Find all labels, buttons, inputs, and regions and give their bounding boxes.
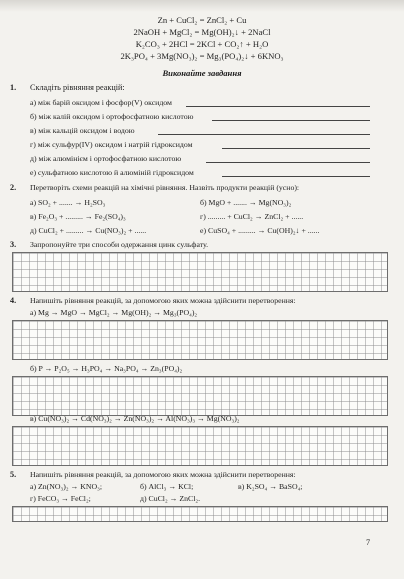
previous-page-edge — [0, 0, 404, 12]
task1-item-c: в) між кальцій оксидом і водою — [30, 126, 135, 135]
equation-1: Zn + CuCl₂ = ZnCl₂ + Cu — [157, 15, 247, 25]
task2-item-c: в) Fe₂O₃ + ......... → Fe₂(SO₄)₃ — [30, 212, 126, 221]
task3-title: Запропонуйте три способи одержання цинк сульфату. — [30, 240, 209, 249]
answer-grid-task4b[interactable] — [12, 376, 388, 416]
task5-item-c: в) K₂SO₄ → BaSO₄; — [238, 482, 303, 491]
task4-chain-b: б) P → P₂O₅ → H₃PO₄ → Na₃PO₄ → Zn₃(PO₄)₂ — [30, 364, 183, 373]
task1-item-f: е) сульфатною кислотою й алюміній гідроксидом — [30, 168, 194, 177]
task5-item-d: г) FeCO₃ → FeCl₂; — [30, 494, 91, 503]
task2-item-e: д) CuCl₂ + ......... → Cu(NO₃)₂ + ...... — [30, 226, 147, 235]
answer-grid-task5[interactable] — [12, 506, 388, 522]
answer-grid-task3[interactable] — [12, 252, 388, 292]
task2-title: Перетворіть схеми реакцій на хімічні рівняння. Назвіть продукти реакцій (усно): — [30, 183, 300, 192]
answer-line[interactable] — [222, 148, 370, 149]
task1-item-a: а) між барій оксидом і фосфор(V) оксидом — [30, 98, 172, 107]
answer-line[interactable] — [212, 120, 370, 121]
equation-3: K₂CO₃ + 2HCl = 2KCl + CO₂↑ + H₂O — [135, 39, 269, 49]
task3-number: 3. — [10, 240, 17, 249]
task5-item-b: б) AlCl₃ → KCl; — [140, 482, 194, 491]
task4-chain-a: а) Mg → MgO → MgCl₂ → Mg(OH)₂ → Mg₃(PO₄)₂ — [30, 308, 198, 317]
task5-title: Напишіть рівняння реакцій, за допомогою яких можна здійснити перетворення: — [30, 470, 296, 479]
task2-item-b: б) MgO + ....... → Mg(NO₃)₂ — [200, 198, 292, 207]
task2-item-f: е) CuSO₄ + ......... → Cu(OH)₂↓ + ...... — [200, 226, 320, 235]
task2-item-a: а) SO₂ + ....... → H₂SO₃ — [30, 198, 106, 207]
task4-chain-c: в) Cu(NO₃)₂ → Cd(NO₃)₂ → Zn(NO₃)₂ → Al(NO₃)₃ → Mg(NO₃)₂ — [30, 414, 240, 423]
task2-number: 2. — [10, 183, 17, 192]
task4-number: 4. — [10, 296, 17, 305]
task2-item-d: г) ......... + CuCl₂ → ZnCl₂ + ...... — [200, 212, 304, 221]
equation-4: 2K₃PO₄ + 3Mg(NO₃)₂ = Mg₃(PO₄)₂↓ + 6KNO₃ — [120, 51, 284, 61]
task5-item-e: д) CuCl₂ → ZnCl₂. — [140, 494, 201, 503]
task1-item-e: д) між алюмінієм і ортофосфатною кислотою — [30, 154, 182, 163]
page-number: 7 — [366, 538, 371, 547]
answer-line[interactable] — [222, 176, 370, 177]
task4-title: Напишіть рівняння реакцій, за допомогою яких можна здійснити перетворення: — [30, 296, 296, 305]
task5-number: 5. — [10, 470, 17, 479]
task1-item-b: б) між калій оксидом і ортофосфатною кислотою — [30, 112, 194, 121]
answer-line[interactable] — [186, 106, 370, 107]
answer-grid-task4c[interactable] — [12, 426, 388, 466]
task1-number: 1. — [10, 83, 17, 92]
section-heading: Виконайте завдання — [162, 68, 242, 78]
equation-2: 2NaOH + MgCl₂ = Mg(OH)₂↓ + 2NaCl — [133, 27, 271, 37]
task5-item-a: а) Zn(NO₃)₂ → KNO₃; — [30, 482, 103, 491]
answer-line[interactable] — [158, 134, 370, 135]
task1-title: Складіть рівняння реакцій: — [30, 83, 125, 92]
task1-item-d: г) між сульфур(IV) оксидом і натрій гідроксидом — [30, 140, 193, 149]
answer-grid-task4a[interactable] — [12, 320, 388, 360]
answer-line[interactable] — [206, 162, 370, 163]
